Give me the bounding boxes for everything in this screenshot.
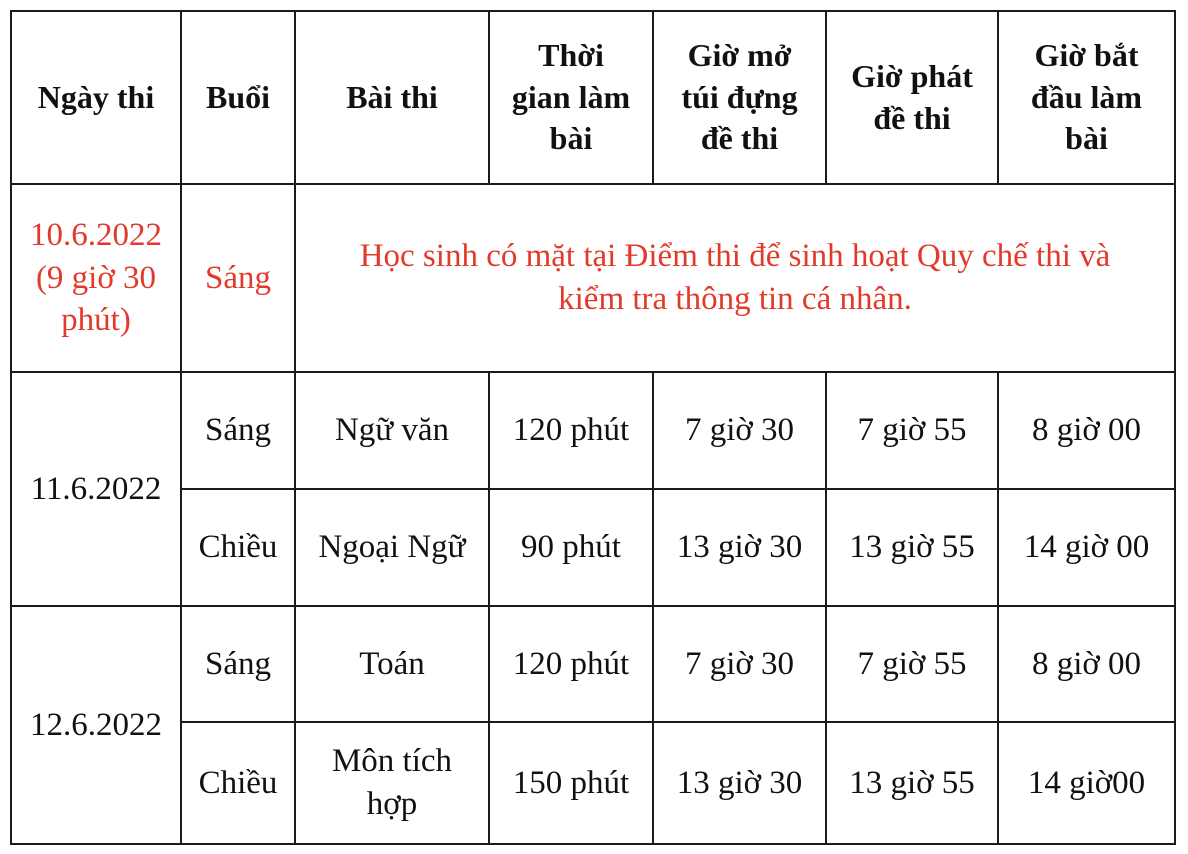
orientation-notice: Học sinh có mặt tại Điểm thi để sinh hoạt Quy chế thi và kiểm tra thông tin cá nhân. [295, 184, 1175, 372]
header-distribute-time: Giờ phát đề thi [826, 11, 998, 184]
table-row [11, 372, 1175, 489]
exam-duration: 120 phút [489, 372, 653, 489]
table-row [11, 606, 1175, 722]
table-row [11, 722, 1175, 844]
exam-session: Sáng [181, 606, 295, 722]
exam-duration: 120 phút [489, 606, 653, 722]
exam-start-time: 8 giờ 00 [998, 372, 1175, 489]
exam-subject: Toán [295, 606, 489, 722]
exam-schedule-table [10, 10, 1176, 845]
exam-schedule-sheet [10, 10, 1174, 843]
exam-distribute-time: 13 giờ 55 [826, 722, 998, 844]
exam-duration: 150 phút [489, 722, 653, 844]
exam-open-bag-time: 13 giờ 30 [653, 722, 826, 844]
exam-date: 12.6.2022 [11, 606, 181, 844]
exam-session: Chiều [181, 489, 295, 606]
header-subject: Bài thi [295, 11, 489, 184]
orientation-date: 10.6.2022 (9 giờ 30 phút) [11, 184, 181, 372]
exam-session: Sáng [181, 372, 295, 489]
exam-subject: Ngoại Ngữ [295, 489, 489, 606]
exam-start-time: 14 giờ00 [998, 722, 1175, 844]
exam-distribute-time: 13 giờ 55 [826, 489, 998, 606]
header-row [11, 11, 1175, 184]
header-open-bag-time: Giờ mở túi đựng đề thi [653, 11, 826, 184]
header-start-time: Giờ bắt đầu làm bài [998, 11, 1175, 184]
exam-duration: 90 phút [489, 489, 653, 606]
orientation-row [11, 184, 1175, 372]
exam-distribute-time: 7 giờ 55 [826, 372, 998, 489]
header-session: Buổi [181, 11, 295, 184]
header-date: Ngày thi [11, 11, 181, 184]
exam-open-bag-time: 7 giờ 30 [653, 606, 826, 722]
exam-subject: Ngữ văn [295, 372, 489, 489]
exam-start-time: 8 giờ 00 [998, 606, 1175, 722]
exam-session: Chiều [181, 722, 295, 844]
exam-subject: Môn tích hợp [295, 722, 489, 844]
orientation-session: Sáng [181, 184, 295, 372]
exam-open-bag-time: 13 giờ 30 [653, 489, 826, 606]
table-row [11, 489, 1175, 606]
header-duration: Thời gian làm bài [489, 11, 653, 184]
exam-distribute-time: 7 giờ 55 [826, 606, 998, 722]
exam-start-time: 14 giờ 00 [998, 489, 1175, 606]
exam-open-bag-time: 7 giờ 30 [653, 372, 826, 489]
exam-date: 11.6.2022 [11, 372, 181, 606]
